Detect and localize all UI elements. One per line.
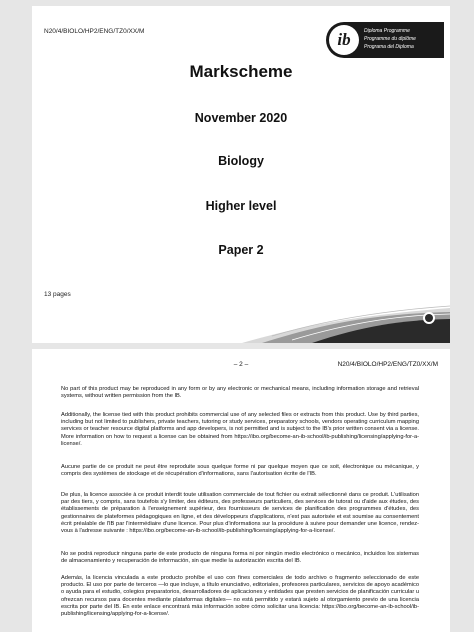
ib-emblem-icon: ib bbox=[329, 25, 359, 55]
programme-name-es: Programa del Diploma bbox=[364, 44, 414, 50]
cover-page bbox=[32, 6, 450, 343]
license-paragraph-es: Además, la licencia vinculada a este producto prohíbe el uso con fines comerciales de todo archivo o fragmento seleccionado de este producto. El uso por parte de terceros —lo que incluye, a título enunciativo, editoriales, profesores particulares, servicios de apoyo académico o ayuda para el estudio, colegios preparatorios, desarrolladores de aplicaciones y entidades que presten servicios de planificación curricular u ofrezcan recursos para docentes mediante plataformas digitales— no está permitido y estará sujeto al otorgamiento previo de una licencia escrita por parte del IB. En este enlace encontrará más información sobre cómo solicitar una licencia: https://ibo.org/become-an-ib-school/ib-publishing/licensing/applying-for-a-license/. bbox=[61, 575, 419, 618]
document-title: Markscheme bbox=[189, 62, 293, 81]
paper-number: Paper 2 bbox=[218, 243, 264, 257]
programme-name-en: Diploma Programme bbox=[364, 28, 410, 34]
ib-logo bbox=[326, 22, 444, 58]
page-number: – 2 – bbox=[233, 361, 249, 368]
copyright-paragraph-en: No part of this product may be reproduced in any form or by any electronic or mechanical means, including information storage and retrieval systems, without written permission from the IB. bbox=[61, 386, 419, 400]
decorative-swoosh bbox=[242, 286, 450, 343]
document-code: N20/4/BIOLO/HP2/ENG/TZ0/XX/M bbox=[44, 28, 145, 35]
programme-name-fr: Programme du diplôme bbox=[364, 36, 416, 42]
level: Higher level bbox=[205, 199, 277, 213]
page-count: 13 pages bbox=[44, 291, 71, 298]
license-paragraph-fr: De plus, la licence associée à ce produit interdit toute utilisation commerciale de tout fichier ou extrait sélectionné dans ce produit. L'utilisation par des tiers, y compris, sans toutefois s'y limiter, des éditeurs, des professeurs particuliers, des services de tutorat ou d'aide aux études, des établissements de préparation à l'enseignement supérieur, des fournisseurs de services de planification des programmes d'études, des gestionnaires de plateformes pédagogiques en ligne, et des développeurs d'applications, n'est pas autorisée et est soumise au consentement écrit préalable de l'IB par l'intermédiaire d'une licence. Pour plus d'informations sur la procédure à suivre pour demander une licence, rendez-vous à l'adresse suivante : https://ibo.org/become-an-ib-school/ib-publishing/licensing/applying-for-a-license/. bbox=[61, 492, 419, 535]
copyright-paragraph-fr: Aucune partie de ce produit ne peut être reproduite sous quelque forme ni par quelque moyen que ce soit, électronique ou mécanique, y compris des systèmes de stockage et de récupération d'informations, sans l'autorisation écrite de l'IB. bbox=[61, 464, 419, 478]
programme-names bbox=[364, 27, 416, 51]
subject: Biology bbox=[218, 154, 264, 168]
exam-session: November 2020 bbox=[194, 111, 288, 125]
document-code: N20/4/BIOLO/HP2/ENG/TZ0/XX/M bbox=[337, 361, 438, 368]
license-paragraph-en: Additionally, the license tied with this product prohibits commercial use of any selected files or extracts from this product. Use by third parties, including but not limited to publishers, private teachers, tutoring or study services, preparatory schools, vendors operating curriculum mapping services or teacher resource digital platforms and app developers, is not permitted and is subject to the IB's prior written consent via a license. More information on how to request a license can be obtained from https://ibo.org/become-an-ib-school/ib-publishing/licensing/applying-for-a-license/. bbox=[61, 412, 419, 447]
copyright-page bbox=[32, 349, 450, 632]
copyright-paragraph-es: No se podrá reproducir ninguna parte de este producto de ninguna forma ni por ningún medio electrónico o mecánico, incluidos los sistemas de almacenamiento y recuperación de información, sin que medie la autorización escrita del IB. bbox=[61, 551, 419, 565]
